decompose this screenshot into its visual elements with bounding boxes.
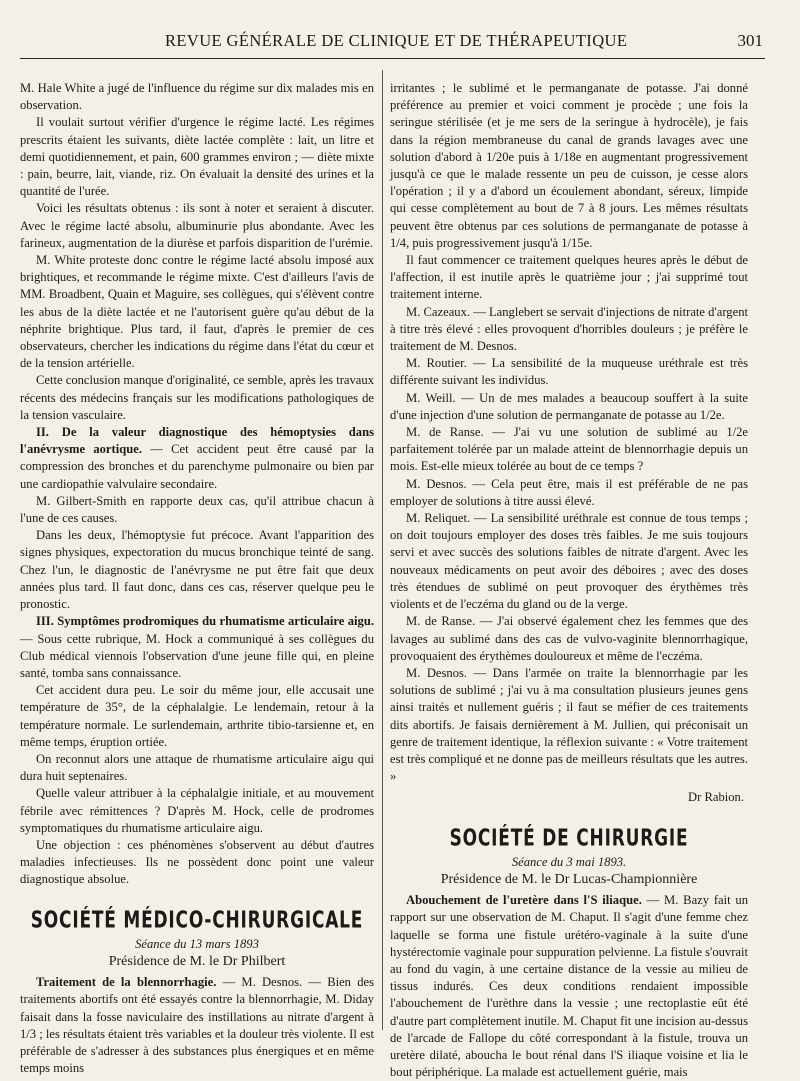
section-paragraph bbox=[390, 892, 748, 1081]
section-heading: Abouchement de l'uretère dans l'S iliaque. bbox=[406, 893, 642, 908]
section-text: — M. Desnos. — Bien des traitements abortifs ont été essayés contre la blennorrhagie, M. Diday faisait dans la fosse naviculaire des instillations au nitrate d'argent à 1/3 ; les résultats étaient très variables et la douleur très violente. Il est préférable de s'adresser à des substances plus énergiques et en même temps moins bbox=[20, 975, 374, 1076]
session-date: Séance du 13 mars 1893 bbox=[135, 936, 259, 951]
section-heading: II. De la valeur diagnostique des hémoptysies dans l'anévrysme aortique. bbox=[20, 425, 374, 457]
paragraph: M. Weill. — Un de mes malades a beaucoup souffert à la suite d'une injection d'une solution de permanganate de potasse au 1/2e. bbox=[390, 390, 748, 422]
paragraph: Dans les deux, l'hémoptysie fut précoce. Avant l'apparition des signes physiques, expectoration du mucus bronchique teinté de sang. Chez l'un, le diagnostic de l'anévrysme ne put être fait que deux années plus tard. Il faut donc, dans ces cas, réserver quelque peu le pronostic. bbox=[20, 528, 374, 612]
paragraph: M. Gilbert-Smith en rapporte deux cas, qu'il attribue chacun à l'une de ces causes. bbox=[20, 493, 374, 526]
right-column bbox=[390, 80, 748, 1081]
society-heading: SOCIÉTÉ MÉDICO-CHIRURGICALE bbox=[30, 906, 364, 934]
paragraph: M. Routier. — La sensibilité de la muqueuse uréthrale est très différente suivant les individus. bbox=[390, 356, 748, 388]
paragraph: M. Desnos. — Cela peut être, mais il est préférable de ne pas employer de solutions à titre aussi élevé. bbox=[390, 476, 748, 508]
paragraph: Une objection : ces phénomènes s'observent au début d'autres maladies infectieuses. Ils ne possèdent donc point une valeur diagnostique absolue. bbox=[20, 837, 374, 887]
paragraph: M. de Ranse. — J'ai observé également chez les femmes que des lavages au sublimé dans des cas de vulvo-vaginite blennorrhagique, provoquaient des érythèmes douloureux et même de l'eczéma. bbox=[390, 614, 748, 663]
paragraph: M. Cazeaux. — Langlebert se servait d'injections de nitrate d'argent à titre très élevé : elles provoquent d'horribles douleurs ; je préfère le traitement de M. Desnos. bbox=[390, 304, 748, 354]
paragraph: Cette conclusion manque d'originalité, ce semble, après les travaux récents des médecins français sur les modifications pathologiques de la tension vasculaire. bbox=[20, 373, 374, 422]
section-text: — Cet accident peut être causé par la compression des bronches et du parenchyme pulmonaire ou bien par une cardiopathie valvulaire secondaire. bbox=[20, 442, 374, 491]
section-paragraph bbox=[20, 974, 374, 1077]
paragraph: M. White proteste donc contre le régime lacté absolu imposé aux brightiques, et recommande le régime mixte. C'est d'ailleurs l'avis de MM. Broadbent, Quain et Maguire, ses collègues, qui s'élèvent contre les abus de la diète lactée et ne l'autorisent guère qu'au début de la néphrite brightique. Plus tard, il faut, d'après le premier de ces observateurs, chercher les indications du régime dans l'état du cœur et de la tension artérielle. bbox=[20, 253, 374, 371]
section-heading: Traitement de la blennorrhagie. bbox=[36, 975, 217, 990]
paragraph: irritantes ; le sublimé et le permanganate de potasse. J'ai donné préférence au premier et voici comment je procède ; une fois la seringue stérilisée (et je me sers de la seringue à hydrocèle), je fais dans la région membraneuse du canal de grands lavages avec une solution d'abord à 1/20e puis à 1/18e en augmentant progressivement jusqu'à ce que le malade ressente un peu de cuisson, je cesse alors l'opération ; il y a d'abord un écoulement abondant, séreux, limpide qui cesse complètement au bout de 7 à 8 jours. Les mêmes résultats peuvent être obtenus par ces solutions de permanganate de potasse à 1/4, puis progressivement jusqu'à 1/15e. bbox=[390, 81, 748, 250]
section-paragraph bbox=[20, 424, 374, 493]
page-number: 301 bbox=[737, 31, 763, 50]
presidency-line: Présidence de M. le Dr Philbert bbox=[108, 953, 286, 969]
society-heading: SOCIÉTÉ DE CHIRURGIE bbox=[449, 824, 689, 852]
session-date: Séance du 3 mai 1893. bbox=[511, 854, 627, 869]
column-divider bbox=[382, 70, 383, 1030]
paragraph: Cet accident dura peu. Le soir du même jour, elle accusait une température de 35°, de la céphalalgie. Le lendemain, retour à la température normale. Le surlendemain, arthrite tibio-tarsienne et, en même temps, éruption ortiée. bbox=[20, 683, 374, 749]
running-title: REVUE GÉNÉRALE DE CLINIQUE ET DE THÉRAPEUTIQUE bbox=[165, 31, 628, 50]
paragraph: Quelle valeur attribuer à la céphalalgie initiale, et au mouvement fébrile avec rémittences ? D'après M. Hock, celle de prodromes symptomatiques du rhumatisme articulaire aigu. bbox=[20, 786, 374, 835]
author-signature: Dr Rabion. bbox=[688, 790, 744, 805]
paragraph: M. Reliquet. — La sensibilité uréthrale est connue de tous temps ; on doit toujours employer des doses très faibles. Je me suis toujours servi et avec succès des solutions faibles de nitrate d'argent. Avec les nouveaux médicaments on peut avoir des déboires ; avec des doses très étendues de sublimé on peut provoquer des érythèmes très violents et de l'eczéma du gland ou de la verge. bbox=[390, 511, 748, 612]
paragraph: Il voulait surtout vérifier d'urgence le régime lacté. Les régimes prescrits étaient les suivants, diète lactée complète : lait, un litre et demi quotidiennement, et pain, 600 grammes environ ; — diète mixte : pain, beurre, lait, viande, riz. On évaluait la densité des urines et la quantité de l'urée. bbox=[20, 115, 374, 199]
section-heading: III. Symptômes prodromiques du rhumatisme articulaire aigu. bbox=[36, 614, 374, 629]
section-paragraph bbox=[20, 613, 374, 682]
section-text: — M. Bazy fait un rapport sur une observation de M. Chaput. Il s'agit d'une femme chez laquelle se forma une fistule urétéro-vaginale à la suite d'une hystérectomie vaginale pour suppuration pelvienne. La fistule s'ouvrait au fond du vagin, à une certaine distance de la vessie au milieu de tissus indurés. Ces deux conditions rendaient impossible l'abouchement de l'urèthre dans la vessie ; une rectoplastie eût été d'autre part complètement inutile. M. Chaput fit une incision au-dessus de l'arcade de Fallope du côté correspondant à la fistule, trouva un uretère dilaté, aboucha le bout rénal dans l'S iliaque voisine et lia le bout périphérique. La malade est actuellement guérie, mais bbox=[390, 893, 749, 1080]
section-text: — Sous cette rubrique, M. Hock a communiqué à ses collègues du Club médical viennois l'observation d'une jeune fille qui, en pleine santé, tomba sans connaissance. bbox=[20, 631, 374, 680]
paragraph: M. Hale White a jugé de l'influence du régime sur dix malades mis en observation. bbox=[20, 81, 374, 113]
paragraph: Voici les résultats obtenus : ils sont à noter et seraient à discuter. Avec le régime lacté absolu, albuminurie plus abondante. Avec les farineux, augmentation de la diurèse et parfois disparition de l'urémie. bbox=[20, 201, 374, 250]
paragraph: M. Desnos. — Dans l'armée on traite la blennorrhagie par les solutions de sublimé ; j'ai vu à ma consultation plusieurs jeunes gens ainsi traités et nullement guéris ; il faut se méfier de ces traitements dits abortifs. Je faisais dernièrement à M. Jullien, qui préconisait un genre de traitement identique, la réflexion suivante : « Votre traitement est très compliqué et ne donne pas de meilleurs résultats que les autres. » bbox=[390, 665, 748, 784]
paragraph: Il faut commencer ce traitement quelques heures après le début de l'affection, il est inutile après le quatrième jour ; j'ai supprimé tout traitement interne. bbox=[390, 253, 748, 302]
presidency-line: Présidence de M. le Dr Lucas-Championnière bbox=[440, 871, 698, 887]
paragraph: M. de Ranse. — J'ai vu une solution de sublimé au 1/2e parfaitement tolérée par un malade atteint de blennorrhagie depuis un mois. Est-elle mieux tolérée au bout de ce temps ? bbox=[390, 425, 748, 474]
left-column bbox=[20, 80, 374, 1077]
page-header bbox=[20, 28, 765, 59]
paragraph: On reconnut alors une attaque de rhumatisme articulaire aigu qui dura huit septenaires. bbox=[20, 751, 374, 784]
